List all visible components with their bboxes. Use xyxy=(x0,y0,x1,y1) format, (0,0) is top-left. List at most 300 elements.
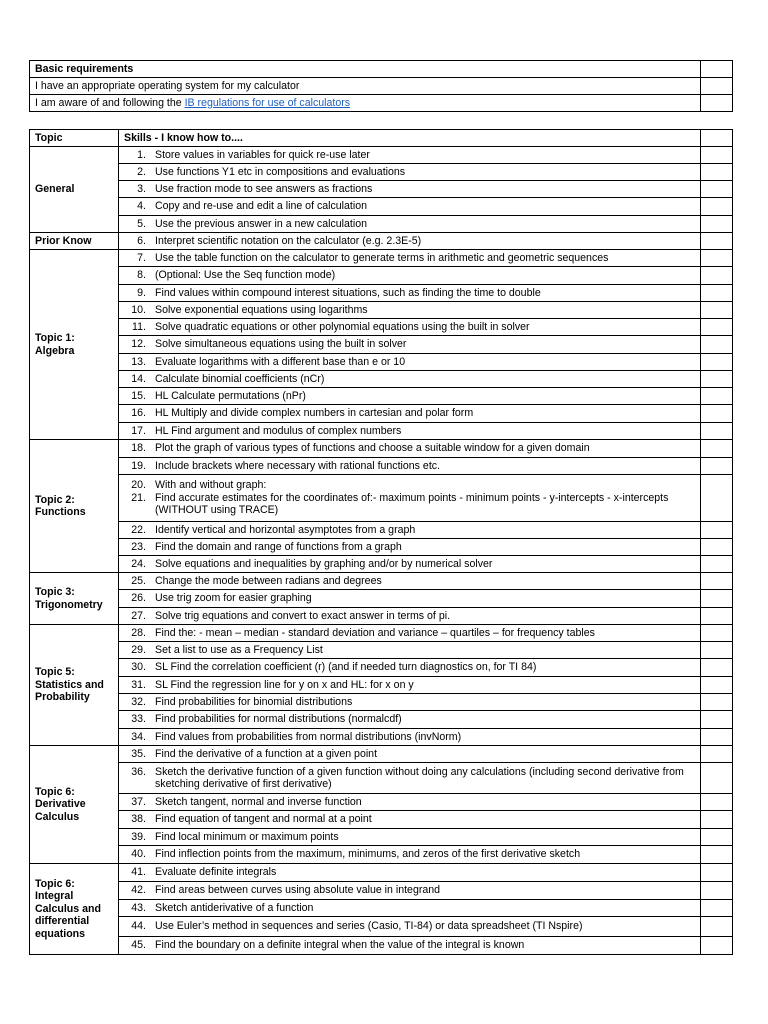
skill-row xyxy=(30,608,733,625)
checkbox-cell[interactable] xyxy=(701,625,733,642)
skill-number: 35. xyxy=(131,747,146,760)
skill-row xyxy=(30,285,733,302)
skill-number: 40. xyxy=(131,848,146,861)
checkbox-cell[interactable] xyxy=(701,336,733,354)
skill-item xyxy=(124,813,695,826)
skill-item xyxy=(124,304,695,317)
skill-text: Solve simultaneous equations using the built in solver xyxy=(155,338,407,351)
checkbox-cell[interactable] xyxy=(701,763,733,794)
skill-text: HL Find argument and modulus of complex numbers xyxy=(155,424,402,437)
skill-cell xyxy=(119,625,701,642)
skill-cell xyxy=(119,917,701,937)
skill-cell xyxy=(119,746,701,763)
checkbox-cell[interactable] xyxy=(701,233,733,250)
skill-item xyxy=(124,183,695,196)
topic-label: Algebra xyxy=(35,344,75,357)
checkbox-cell[interactable] xyxy=(701,181,733,198)
skill-cell xyxy=(119,590,701,608)
skill-item xyxy=(124,287,695,300)
skill-item xyxy=(124,218,695,231)
skill-number: 29. xyxy=(131,643,146,656)
basic-requirement-text xyxy=(30,95,701,112)
checkbox-cell[interactable] xyxy=(701,573,733,590)
checkbox-cell[interactable] xyxy=(701,354,733,371)
checkbox-cell[interactable] xyxy=(701,522,733,539)
skill-text: Store values in variables for quick re-use later xyxy=(155,148,370,161)
skill-item xyxy=(124,575,695,588)
skill-cell xyxy=(119,319,701,336)
skill-row xyxy=(30,319,733,336)
skill-cell xyxy=(119,371,701,388)
skill-number: 2. xyxy=(137,165,146,178)
skill-row xyxy=(30,694,733,711)
skill-number: 14. xyxy=(131,372,146,385)
skill-number: 44. xyxy=(131,920,146,933)
skill-item xyxy=(124,492,695,517)
skill-text: Find the: - mean – median - standard deviation and variance – quartiles – for frequency tables xyxy=(155,626,595,639)
topic-cell xyxy=(30,746,119,864)
skill-text: Evaluate definite integrals xyxy=(155,866,277,879)
skill-number: 33. xyxy=(131,713,146,726)
skill-item xyxy=(124,541,695,554)
skill-item xyxy=(124,866,695,879)
skill-cell xyxy=(119,573,701,590)
skill-number: 16. xyxy=(131,407,146,420)
skill-row xyxy=(30,659,733,677)
skill-row xyxy=(30,864,733,882)
skill-text: Find values within compound interest situations, such as finding the time to double xyxy=(155,286,541,299)
skill-row xyxy=(30,677,733,694)
skill-number: 28. xyxy=(131,626,146,639)
basic-requirements-header-row xyxy=(30,61,733,78)
checkbox-cell[interactable] xyxy=(701,694,733,711)
skill-item xyxy=(124,920,695,933)
skill-item xyxy=(124,796,695,809)
skill-row xyxy=(30,729,733,746)
skill-cell xyxy=(119,694,701,711)
checkbox-cell[interactable] xyxy=(701,405,733,423)
skill-text: Copy and re-use and edit a line of calculation xyxy=(155,200,368,213)
skill-text: Find accurate estimates for the coordinates of:- maximum points - minimum points - y-intercepts - x-intercepts (WITHOUT using TRACE) xyxy=(155,491,669,517)
skill-item xyxy=(124,731,695,744)
skill-item xyxy=(124,848,695,861)
skill-text: Set a list to use as a Frequency List xyxy=(155,643,323,656)
skill-number: 11. xyxy=(132,320,146,333)
skill-item xyxy=(124,269,695,282)
skill-number: 24. xyxy=(131,557,146,570)
skill-row xyxy=(30,882,733,900)
skill-item xyxy=(124,252,695,265)
topic-cell xyxy=(30,573,119,625)
checkbox-cell[interactable] xyxy=(701,475,733,522)
checkbox-cell[interactable] xyxy=(701,556,733,573)
skill-item xyxy=(124,748,695,761)
skill-cell xyxy=(119,181,701,198)
skill-item xyxy=(124,460,695,473)
skill-number: 12. xyxy=(131,338,146,351)
skill-row xyxy=(30,216,733,233)
skill-cell xyxy=(119,794,701,811)
skills-header-row xyxy=(30,130,733,147)
checkbox-cell[interactable] xyxy=(701,285,733,302)
skill-text: Calculate binomial coefficients (nCr) xyxy=(155,372,325,385)
skill-row xyxy=(30,917,733,937)
skill-item xyxy=(124,831,695,844)
skill-text: Find inflection points from the maximum, minimums, and zeros of the first derivative sketch xyxy=(155,848,581,861)
skill-item xyxy=(124,713,695,726)
skill-cell xyxy=(119,711,701,729)
skill-row xyxy=(30,811,733,829)
skill-cell xyxy=(119,864,701,882)
skill-item xyxy=(124,442,695,455)
skill-text: Use functions Y1 etc in compositions and evaluations xyxy=(155,165,406,178)
skill-item xyxy=(124,661,695,674)
skill-row xyxy=(30,423,733,440)
skills-table xyxy=(29,129,733,955)
skill-cell xyxy=(119,250,701,267)
skill-cell xyxy=(119,285,701,302)
skill-item xyxy=(124,939,695,952)
skill-item xyxy=(124,902,695,915)
skill-text: Use Euler’s method in sequences and series (Casio, TI-84) or data spreadsheet (TI Nspire) xyxy=(155,920,583,933)
skill-number: 5. xyxy=(137,217,146,230)
checkbox-cell[interactable] xyxy=(701,147,733,164)
skill-row xyxy=(30,475,733,522)
skill-cell xyxy=(119,354,701,371)
skill-row xyxy=(30,625,733,642)
skill-text: Solve trig equations and convert to exact answer in terms of pi. xyxy=(155,609,451,622)
skill-number: 38. xyxy=(131,813,146,826)
skill-number: 6. xyxy=(137,234,146,247)
skill-row xyxy=(30,458,733,475)
skill-item xyxy=(124,166,695,179)
skill-number: 37. xyxy=(131,795,146,808)
skill-text: Identify vertical and horizontal asymptotes from a graph xyxy=(155,523,416,536)
skill-row xyxy=(30,388,733,405)
topic-label: Topic 6: xyxy=(35,877,75,890)
skill-item xyxy=(124,373,695,386)
topic-cell xyxy=(30,440,119,573)
skill-cell xyxy=(119,216,701,233)
skill-text: HL Multiply and divide complex numbers in cartesian and polar form xyxy=(155,407,474,420)
skill-text: Solve quadratic equations or other polynomial equations using the built in solver xyxy=(155,320,530,333)
skill-item xyxy=(124,425,695,438)
skill-text: Solve exponential equations using logarithms xyxy=(155,303,368,316)
skill-number: 42. xyxy=(131,884,146,897)
skill-number: 39. xyxy=(131,830,146,843)
skill-item xyxy=(124,235,695,248)
checkbox-cell[interactable] xyxy=(701,61,733,78)
skill-cell xyxy=(119,937,701,955)
checkbox-cell[interactable] xyxy=(701,130,733,147)
skill-item xyxy=(124,407,695,420)
topic-label: Calculus and xyxy=(35,902,101,915)
topic-label: Topic 5: xyxy=(35,666,75,679)
checkbox-cell[interactable] xyxy=(701,659,733,677)
skill-item xyxy=(124,644,695,657)
topic-label: Topic 3: xyxy=(35,586,75,598)
topic-label: differential xyxy=(35,915,90,928)
checkbox-cell[interactable] xyxy=(701,388,733,405)
skill-text: Find the domain and range of functions from a graph xyxy=(155,540,402,553)
checkbox-cell[interactable] xyxy=(701,642,733,659)
skill-text: Find values from probabilities from normal distributions (invNorm) xyxy=(155,730,462,743)
skill-cell xyxy=(119,336,701,354)
skill-row xyxy=(30,336,733,354)
topic-label: Statistics and xyxy=(35,678,104,691)
skill-cell xyxy=(119,164,701,181)
checkbox-cell[interactable] xyxy=(701,250,733,267)
skill-number: 19. xyxy=(131,459,146,472)
skill-number: 31. xyxy=(131,678,146,691)
topic-label: Functions xyxy=(35,506,86,518)
skill-text: Find areas between curves using absolute value in integrand xyxy=(155,884,441,897)
topic-label: Trigonometry xyxy=(35,598,103,611)
checkbox-cell[interactable] xyxy=(701,302,733,319)
topic-label: equations xyxy=(35,927,86,940)
checkbox-cell[interactable] xyxy=(701,78,733,95)
skill-cell xyxy=(119,882,701,900)
skill-row xyxy=(30,556,733,573)
skill-number: 13. xyxy=(131,355,146,368)
skill-row xyxy=(30,763,733,794)
topic-label: Prior Know xyxy=(35,234,92,247)
skill-item xyxy=(124,200,695,213)
topic-cell xyxy=(30,233,119,250)
skill-cell xyxy=(119,642,701,659)
skill-number: 10. xyxy=(131,303,146,316)
skill-row xyxy=(30,900,733,917)
skill-text: Solve equations and inequalities by graphing and/or by numerical solver xyxy=(155,557,493,570)
basic-requirement-label: I am aware of and following the xyxy=(35,96,185,109)
skill-text: Use fraction mode to see answers as fractions xyxy=(155,182,373,195)
checkbox-cell[interactable] xyxy=(701,829,733,846)
skill-row xyxy=(30,539,733,556)
skill-number: 26. xyxy=(131,592,146,605)
skill-number: 34. xyxy=(131,730,146,743)
skill-row xyxy=(30,354,733,371)
topic-label: Topic 6: xyxy=(35,785,75,798)
skill-cell xyxy=(119,677,701,694)
topic-label: Derivative xyxy=(35,798,86,811)
skill-number: 25. xyxy=(131,574,146,587)
skill-item xyxy=(124,884,695,897)
checkbox-cell[interactable] xyxy=(701,746,733,763)
skill-cell xyxy=(119,846,701,864)
checkbox-cell[interactable] xyxy=(701,917,733,937)
topic-label: Topic 1: xyxy=(35,332,75,344)
skill-text: Find the derivative of a function at a given point xyxy=(155,747,378,760)
skill-cell xyxy=(119,608,701,625)
skill-row xyxy=(30,642,733,659)
skill-number: 41. xyxy=(131,866,146,879)
skill-text: Find equation of tangent and normal at a point xyxy=(155,813,372,826)
skill-row xyxy=(30,794,733,811)
skill-number: 45. xyxy=(131,939,146,952)
topic-column-header: Topic xyxy=(30,130,119,147)
skill-cell xyxy=(119,900,701,917)
basic-requirements-header: Basic requirements xyxy=(30,61,701,78)
topic-label: Calculus xyxy=(35,810,80,823)
skill-row xyxy=(30,250,733,267)
skill-number: 22. xyxy=(131,523,146,536)
skill-row xyxy=(30,711,733,729)
skill-text: SL Find the correlation coefficient (r) (and if needed turn diagnostics on, for TI 84) xyxy=(155,661,537,674)
checkbox-cell[interactable] xyxy=(701,864,733,882)
topic-cell xyxy=(30,147,119,233)
skill-cell xyxy=(119,475,701,522)
topic-label: Integral xyxy=(35,890,74,903)
checkbox-cell[interactable] xyxy=(701,846,733,864)
skill-row xyxy=(30,440,733,458)
basic-requirement-row xyxy=(30,95,733,112)
skill-text: Include brackets where necessary with rational functions etc. xyxy=(155,459,440,472)
skill-item xyxy=(124,558,695,571)
skill-item xyxy=(124,592,695,605)
skill-text: (Optional: Use the Seq function mode) xyxy=(155,269,336,282)
skill-number: 30. xyxy=(131,661,146,674)
skill-cell xyxy=(119,539,701,556)
checkbox-cell[interactable] xyxy=(701,267,733,285)
skill-text: Sketch the derivative function of a given function without doing any calculations (including second derivative from sketching derivative of first derivative) xyxy=(155,765,684,790)
checkbox-cell[interactable] xyxy=(701,677,733,694)
skill-row xyxy=(30,233,733,250)
basic-requirements-table xyxy=(29,60,733,112)
skill-cell xyxy=(119,659,701,677)
skill-item xyxy=(124,610,695,623)
skill-text: Sketch antiderivative of a function xyxy=(155,901,314,914)
skill-number: 17. xyxy=(131,424,146,437)
skill-text: Find the boundary on a definite integral when the value of the integral is known xyxy=(155,939,525,952)
skill-number: 27. xyxy=(131,609,146,622)
skill-number: 1. xyxy=(137,148,146,161)
checkbox-cell[interactable] xyxy=(701,371,733,388)
skill-number: 43. xyxy=(131,901,146,914)
skill-row xyxy=(30,746,733,763)
skill-row xyxy=(30,937,733,955)
skill-row xyxy=(30,829,733,846)
checkbox-cell[interactable] xyxy=(701,937,733,955)
ib-regulations-link[interactable]: IB regulations for use of calculators xyxy=(184,96,351,109)
checkbox-cell[interactable] xyxy=(701,198,733,216)
checkbox-cell[interactable] xyxy=(701,216,733,233)
skill-text: Find local minimum or maximum points xyxy=(155,830,339,843)
skill-number: 21. xyxy=(131,491,146,504)
basic-requirement-text xyxy=(30,78,701,95)
checkbox-cell[interactable] xyxy=(701,608,733,625)
skill-text: Use the previous answer in a new calculation xyxy=(155,217,367,230)
skill-cell xyxy=(119,233,701,250)
skills-column-header: Skills - I know how to.... xyxy=(119,130,701,147)
skill-item xyxy=(124,338,695,351)
skill-number: 7. xyxy=(137,251,146,264)
skill-text: Interpret scientific notation on the calculator (e.g. 2.3E-5) xyxy=(155,234,422,247)
skill-text: Plot the graph of various types of functions and choose a suitable window for a given domain xyxy=(155,442,590,455)
skill-cell xyxy=(119,388,701,405)
topic-label: Topic 2: xyxy=(35,493,75,506)
skill-row xyxy=(30,181,733,198)
skill-item xyxy=(124,479,695,492)
checkbox-cell[interactable] xyxy=(701,539,733,556)
skill-row xyxy=(30,164,733,181)
skill-text: Use the table function on the calculator to generate terms in arithmetic and geometric sequences xyxy=(155,251,609,264)
topic-cell xyxy=(30,250,119,440)
skill-number: 23. xyxy=(131,540,146,553)
skill-text: Sketch tangent, normal and inverse function xyxy=(155,795,362,808)
checkbox-cell[interactable] xyxy=(701,458,733,475)
skill-cell xyxy=(119,147,701,164)
skill-item xyxy=(124,524,695,537)
skill-number: 15. xyxy=(131,389,146,402)
skill-item xyxy=(124,696,695,709)
skill-cell xyxy=(119,405,701,423)
checkbox-cell[interactable] xyxy=(701,164,733,181)
checkbox-cell[interactable] xyxy=(701,440,733,458)
skill-row xyxy=(30,198,733,216)
skill-text: Change the mode between radians and degrees xyxy=(155,574,382,587)
skill-cell xyxy=(119,729,701,746)
skill-cell xyxy=(119,811,701,829)
topic-label: General xyxy=(35,183,75,196)
skill-text: With and without graph: xyxy=(155,479,267,492)
checkbox-cell[interactable] xyxy=(701,590,733,608)
skill-text: Evaluate logarithms with a different base than e or 10 xyxy=(155,355,406,368)
skill-cell xyxy=(119,423,701,440)
skill-item xyxy=(124,627,695,640)
checkbox-cell[interactable] xyxy=(701,811,733,829)
skill-number: 4. xyxy=(137,200,146,213)
skill-number: 36. xyxy=(131,765,146,778)
checkbox-cell[interactable] xyxy=(701,711,733,729)
topic-cell xyxy=(30,625,119,746)
skill-row xyxy=(30,590,733,608)
skill-cell xyxy=(119,302,701,319)
skill-text: SL Find the regression line for y on x and HL: for x on y xyxy=(155,678,414,691)
basic-requirement-row xyxy=(30,78,733,95)
checkbox-cell[interactable] xyxy=(701,900,733,917)
skill-row xyxy=(30,267,733,285)
skill-cell xyxy=(119,198,701,216)
checkbox-cell[interactable] xyxy=(701,882,733,900)
checkbox-cell[interactable] xyxy=(701,794,733,811)
skill-cell xyxy=(119,267,701,285)
topic-label: Probability xyxy=(35,691,90,704)
skill-row xyxy=(30,846,733,864)
checkbox-cell[interactable] xyxy=(701,95,733,112)
skill-item xyxy=(124,390,695,403)
checkbox-cell[interactable] xyxy=(701,729,733,746)
topic-cell xyxy=(30,864,119,955)
skill-item xyxy=(124,356,695,369)
skill-row xyxy=(30,573,733,590)
skill-row xyxy=(30,147,733,164)
skill-cell xyxy=(119,763,701,794)
skill-row xyxy=(30,405,733,423)
skill-text: Find probabilities for normal distributions (normalcdf) xyxy=(155,713,402,726)
skill-cell xyxy=(119,440,701,458)
checkbox-cell[interactable] xyxy=(701,423,733,440)
skill-number: 8. xyxy=(137,269,146,282)
skill-item xyxy=(124,321,695,334)
skill-item xyxy=(124,766,695,791)
skill-number: 20. xyxy=(131,479,146,492)
skill-item xyxy=(124,149,695,162)
skill-cell xyxy=(119,522,701,539)
checkbox-cell[interactable] xyxy=(701,319,733,336)
skill-cell xyxy=(119,458,701,475)
skill-text: HL Calculate permutations (nPr) xyxy=(155,389,306,402)
skill-row xyxy=(30,302,733,319)
